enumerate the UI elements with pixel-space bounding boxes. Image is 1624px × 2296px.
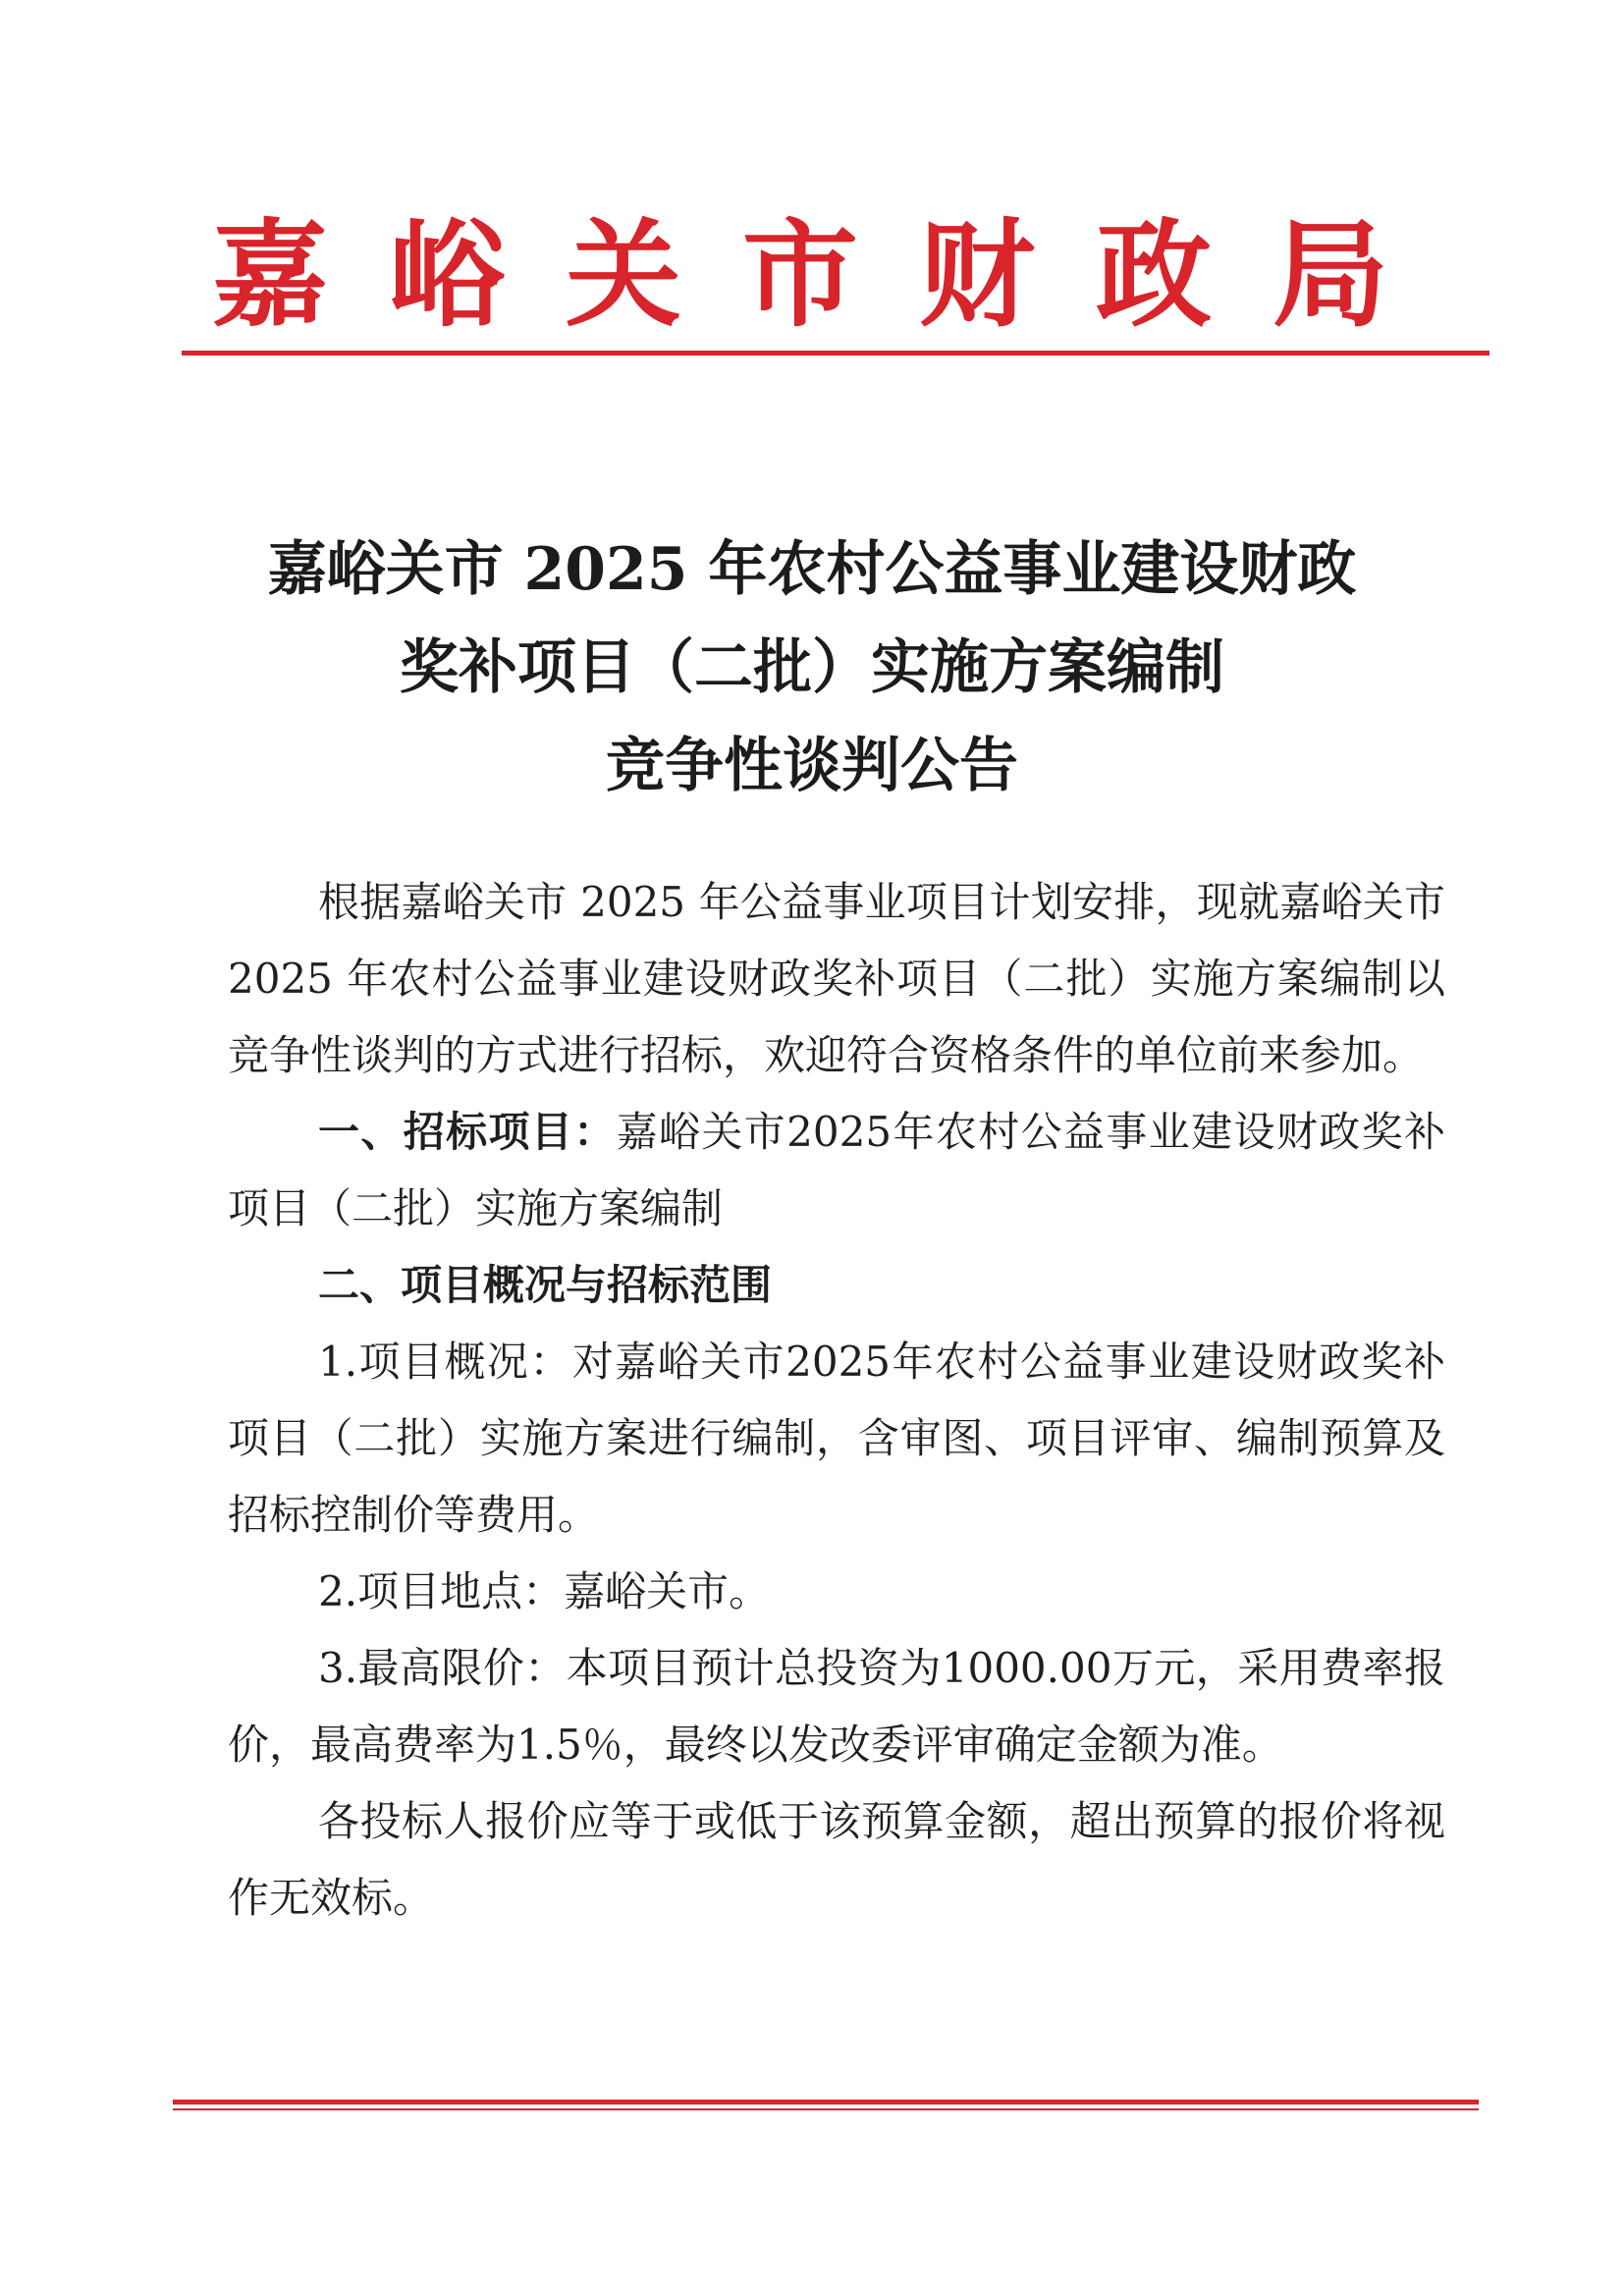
- paragraph-intro-text: 根据嘉峪关市 2025 年公益事业项目计划安排，现就嘉峪关市 2025 年农村公益事业建设财政奖补项目（二批）实施方案编制以竞争性谈判的方式进行招标，欢迎符合资格条件的单位前来参加。: [228, 878, 1445, 1079]
- paragraph-section-2: [228, 1247, 1445, 1324]
- item-3-text: 3.最高限价：本项目预计总投资为1000.00万元，采用费率报价，最高费率为1.5％，最终以发改委评审确定金额为准。: [228, 1644, 1445, 1769]
- document-title-line-1: 嘉峪关市 2025 年农村公益事业建设财政: [267, 535, 1357, 604]
- paragraph-note: [228, 1783, 1445, 1937]
- document-title-line-3: 竞争性谈判公告: [606, 732, 1018, 800]
- section-1-text: 嘉峪关市2025年农村公益事业建设财政奖补项目（二批）实施方案编制: [228, 1108, 1445, 1232]
- section-2-heading: 二、项目概况与招标范围: [318, 1261, 773, 1309]
- paragraph-item-3: [228, 1630, 1445, 1783]
- paragraph-item-2: [228, 1554, 1445, 1630]
- footer-red-rule-thick: [173, 2100, 1479, 2105]
- document-body: [228, 864, 1445, 1937]
- paragraph-item-1: [228, 1324, 1445, 1554]
- document-title: [196, 520, 1428, 815]
- paragraph-section-1: [228, 1094, 1445, 1247]
- paragraph-intro: [228, 864, 1445, 1094]
- letterhead-red-rule: [182, 351, 1489, 355]
- item-1-text: 1.项目概况：对嘉峪关市2025年农村公益事业建设财政奖补项目（二批）实施方案进行编制，含审图、项目评审、编制预算及招标控制价等费用。: [228, 1338, 1445, 1539]
- note-text: 各投标人报价应等于或低于该预算金额，超出预算的报价将视作无效标。: [228, 1797, 1445, 1922]
- document-title-line-2: 奖补项目（二批）实施方案编制: [400, 633, 1224, 702]
- agency-letterhead-title: 嘉峪关市财政局: [212, 206, 1450, 343]
- footer-red-rule-thin: [173, 2108, 1479, 2110]
- item-2-text: 2.项目地点：嘉峪关市。: [318, 1567, 771, 1615]
- section-1-heading: 一、招标项目：: [318, 1108, 617, 1156]
